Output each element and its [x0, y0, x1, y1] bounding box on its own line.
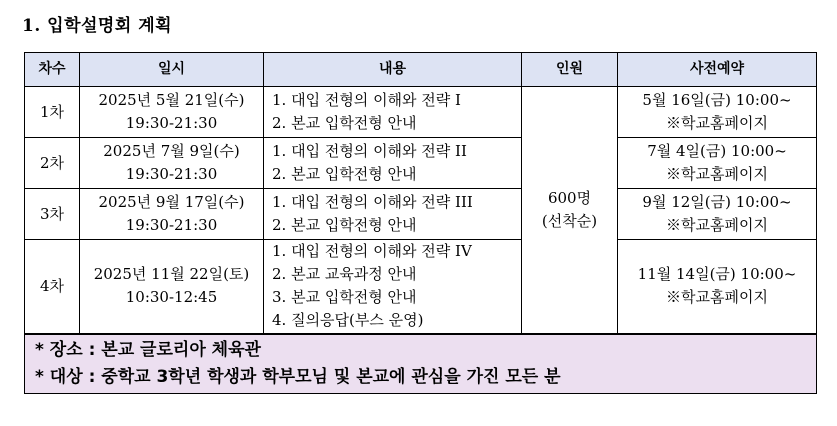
content-cell: 1. 대입 전형의 이해와 전략 IV 2. 본교 교육과정 안내 3. 본교 입학전형 안내 4. 질의응답(부스 운영) [264, 240, 522, 334]
header-datetime: 일시 [80, 53, 264, 87]
section-title: 1. 입학설명회 계획 [22, 16, 173, 36]
reservation-cell: 9월 12일(금) 10:00~ ※학교홈페이지 [618, 189, 817, 240]
datetime-cell: 2025년 11월 22일(토) 10:30-12:45 [80, 240, 264, 334]
datetime-cell: 2025년 9월 17일(수) 19:30-21:30 [80, 189, 264, 240]
datetime-cell: 2025년 5월 21일(수) 19:30-21:30 [80, 87, 264, 138]
datetime-cell: 2025년 7월 9일(수) 19:30-21:30 [80, 138, 264, 189]
reservation-cell: 7월 4일(금) 10:00~ ※학교홈페이지 [618, 138, 817, 189]
round-cell: 3차 [25, 189, 80, 240]
table-row [25, 87, 817, 138]
header-content: 내용 [264, 53, 522, 87]
table-row [25, 240, 817, 334]
round-cell: 2차 [25, 138, 80, 189]
table-header-row [25, 53, 817, 87]
footer-notes [25, 334, 817, 394]
content-cell: 1. 대입 전형의 이해와 전략 II 2. 본교 입학전형 안내 [264, 138, 522, 189]
reservation-cell: 11월 14일(금) 10:00~ ※학교홈페이지 [618, 240, 817, 334]
content-cell: 1. 대입 전형의 이해와 전략 III 2. 본교 입학전형 안내 [264, 189, 522, 240]
table-footer-row [25, 334, 817, 394]
header-reservation: 사전예약 [618, 53, 817, 87]
reservation-cell: 5월 16일(금) 10:00~ ※학교홈페이지 [618, 87, 817, 138]
schedule-table [24, 52, 817, 394]
table-row [25, 138, 817, 189]
place-note: * 장소 : 본교 글로리아 체육관 [35, 339, 261, 360]
header-capacity: 인원 [522, 53, 618, 87]
header-round: 차수 [25, 53, 80, 87]
round-cell: 1차 [25, 87, 80, 138]
content-cell: 1. 대입 전형의 이해와 전략 I 2. 본교 입학전형 안내 [264, 87, 522, 138]
capacity-cell: 600명 (선착순) [522, 87, 618, 334]
table-row [25, 189, 817, 240]
round-cell: 4차 [25, 240, 80, 334]
target-note: * 대상 : 중학교 3학년 학생과 학부모님 및 본교에 관심을 가진 모든 분 [35, 366, 561, 387]
